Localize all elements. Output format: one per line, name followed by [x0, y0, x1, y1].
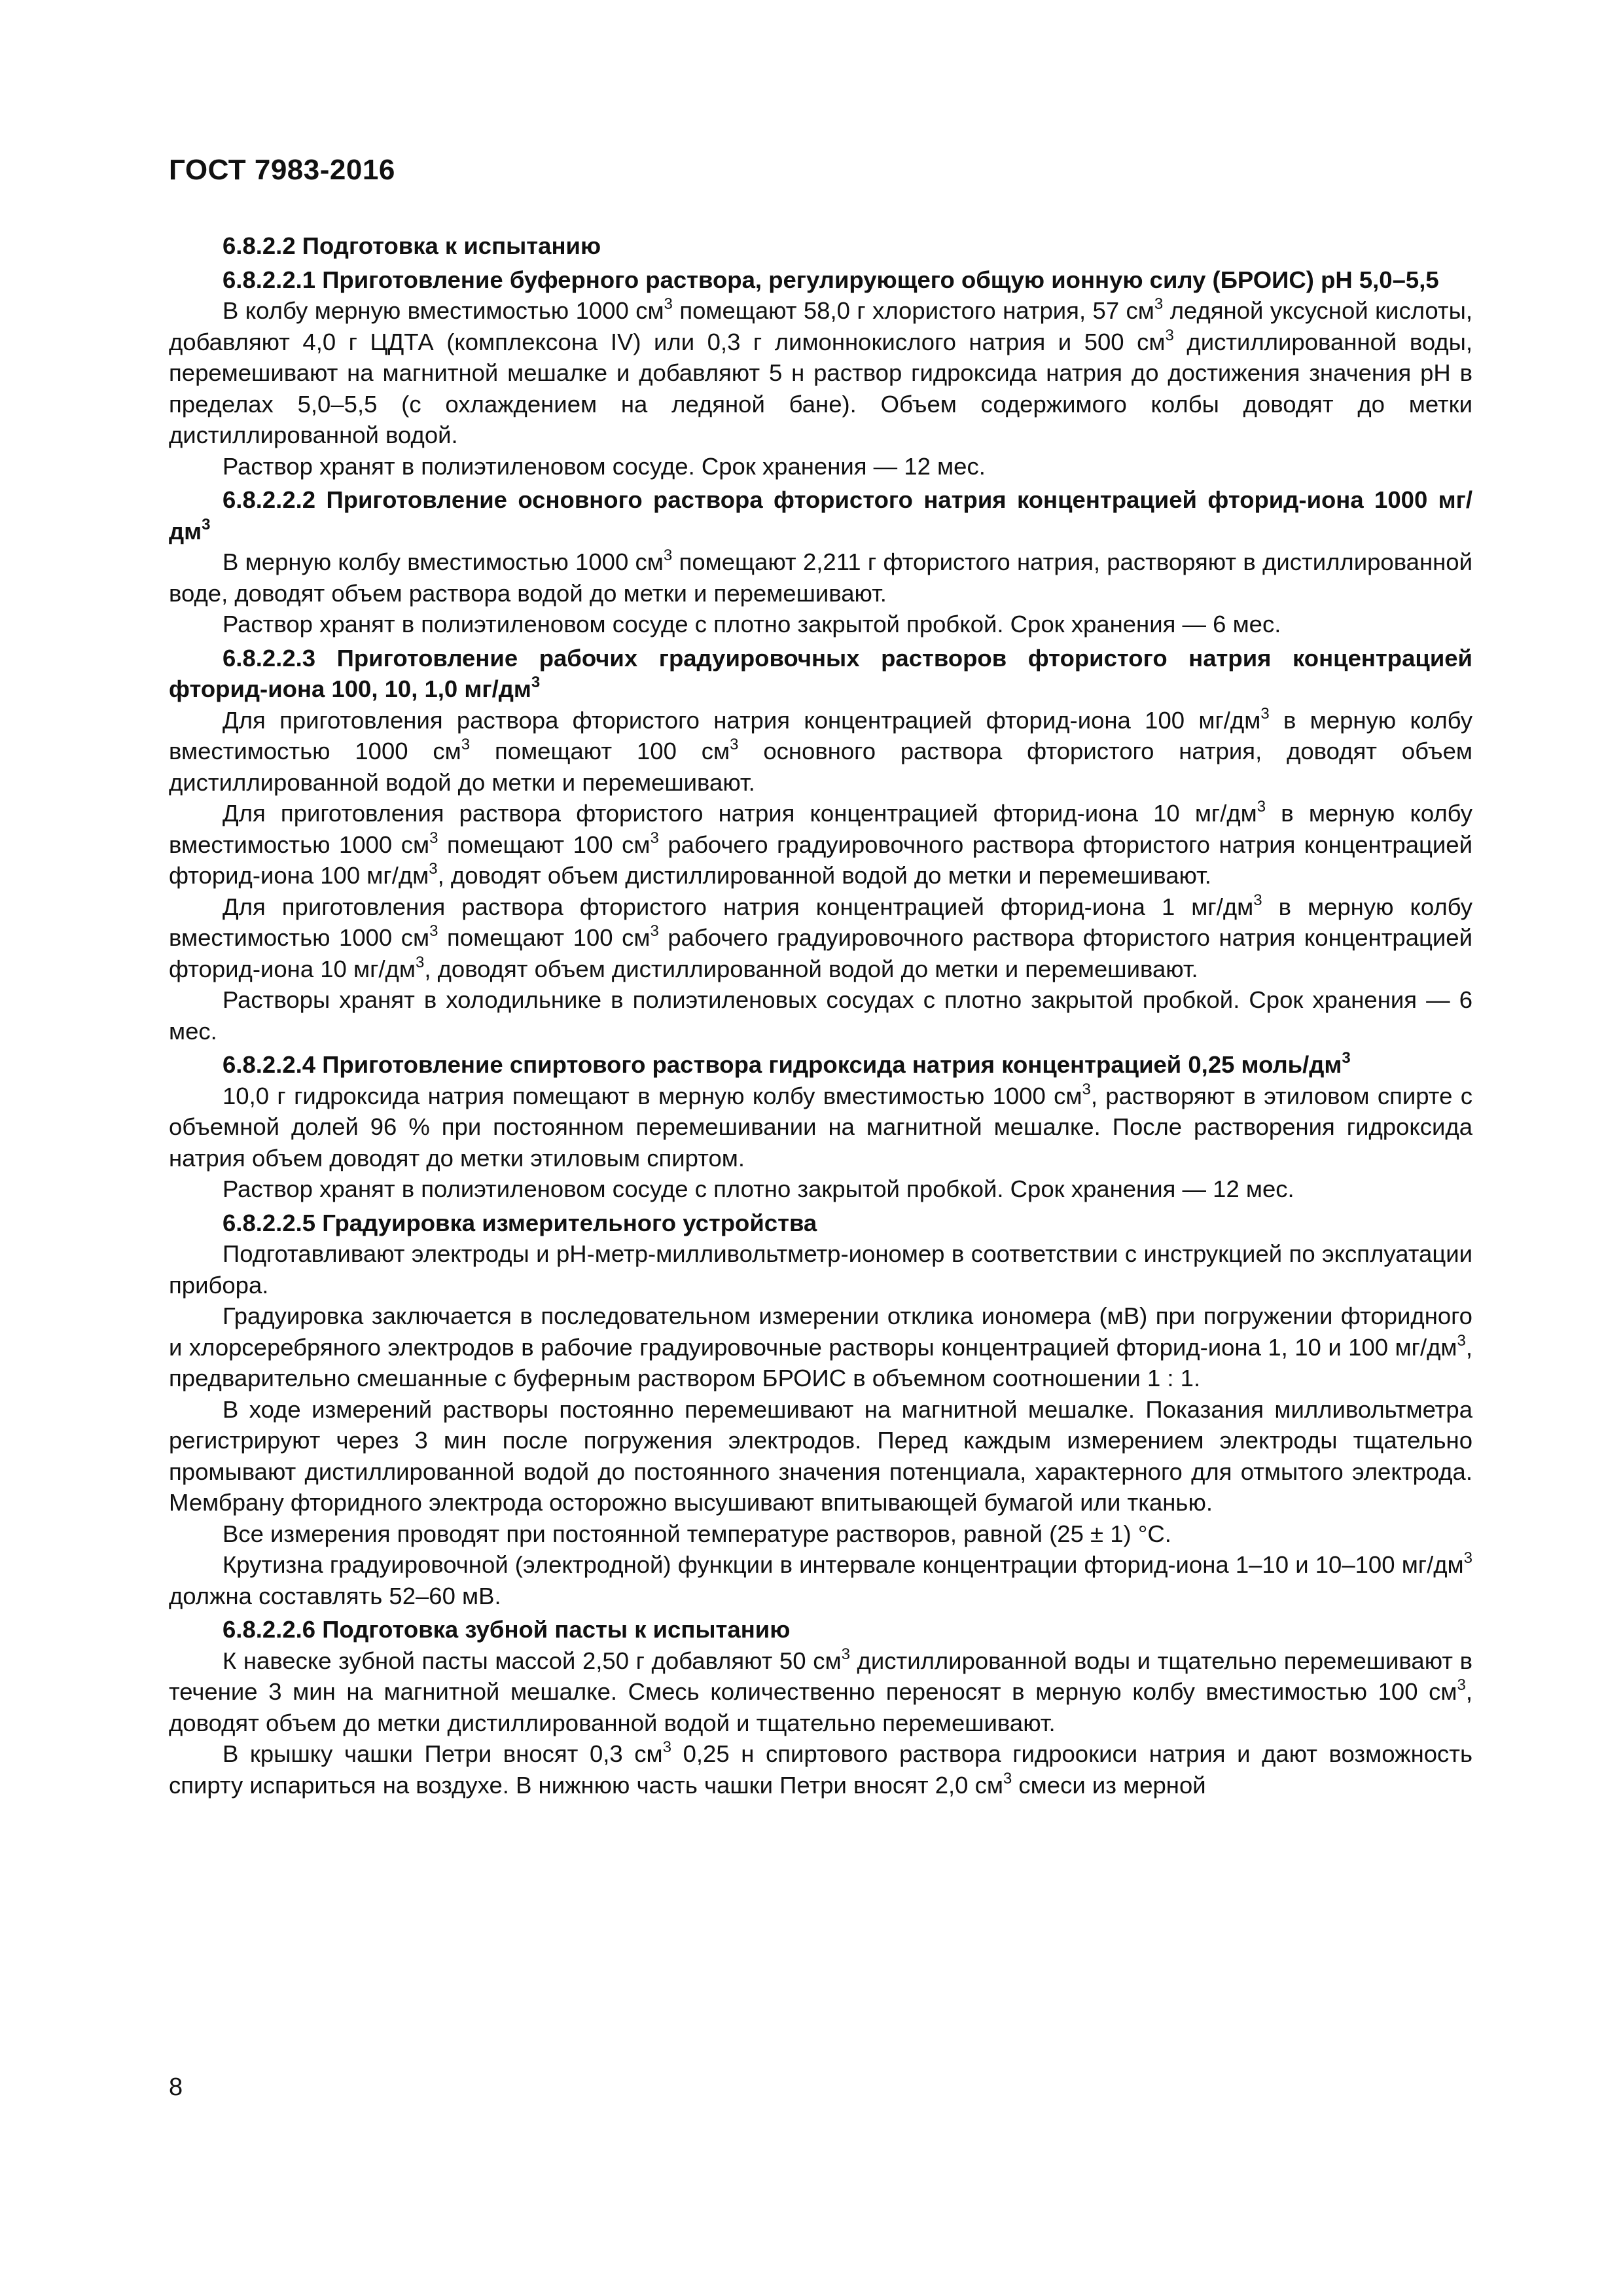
document-header: ГОСТ 7983-2016 [169, 154, 395, 186]
superscript: 3 [429, 860, 438, 878]
superscript: 3 [650, 829, 659, 847]
section-heading: 6.8.2.2.6 Подготовка зубной пасты к испытанию [223, 1616, 791, 1643]
body-paragraph: Раствор хранят в полиэтиленовом сосуде с плотно закрытой пробкой. Срок хранения — 6 мес. [223, 611, 1281, 637]
superscript: 3 [662, 1738, 672, 1756]
superscript: 3 [429, 922, 438, 940]
superscript: 3 [531, 673, 541, 691]
superscript: 3 [1253, 891, 1262, 909]
superscript: 3 [730, 736, 739, 753]
page-number: 8 [169, 2073, 183, 2101]
superscript: 3 [1165, 326, 1174, 344]
document-body [169, 228, 1472, 1801]
body-paragraph: В ходе измерений растворы постоянно перемешивают на магнитной мешалке. Показания милливольтметра регистрируют через 3 мин после погружения электродов. Перед каждым измерением электроды тщательно промывают дистиллированной водой до постоянного значения потенциала, характерного для отмытого электрода. Мембрану фторидного электрода осторожно высушивают впитывающей бумагой или тканью. [169, 1395, 1472, 1516]
body-paragraph: Градуировка заключается в последовательном измерении отклика иономера (мВ) при погружении фторидного и хлорсеребряного электродов в рабочие градуировочные растворы концентрацией фторид-иона 1, 10 и 100 $мг/дм^3$, предварительно смешанные с буферным раствором БРОИС в объемном соотношении 1 : 1. [169, 1302, 1472, 1391]
section-heading: 6.8.2.2.2 Приготовление основного раствора фтористого натрия концентрацией фторид-иона 1000 $мг/дм^3$ [169, 486, 1472, 545]
section-heading: 6.8.2.2.3 Приготовление рабочих градуировочных растворов фтористого натрия концентрацией фторид-иона 100, 10, 1,0 $мг/дм^3$ [169, 644, 1472, 702]
body-paragraph: Растворы хранят в холодильнике в полиэтиленовых сосудах с плотно закрытой пробкой. Срок хранения — 6 мес. [169, 986, 1472, 1045]
superscript: 3 [415, 953, 425, 971]
body-paragraph: К навеске зубной пасты массой 2,50 г добавляют 50 $см^3$ дистиллированной воды и тщательно перемешивают в течение 3 мин на магнитной мешалке. Смесь количественно переносят в мерную колбу вместимостью 100 $см^3$, доводят объем до метки дистиллированной водой и тщательно перемешивают. [169, 1645, 1472, 1736]
superscript: 3 [1003, 1769, 1012, 1787]
body-paragraph: В мерную колбу вместимостью 1000 $см^3$ помещают 2,211 г фтористого натрия, растворяют в дистиллированной воде, доводят объем раствора водой до метки и перемешивают. [169, 547, 1472, 607]
body-paragraph: Подготавливают электроды и рН-метр-милливольтметр-иономер в соответствии с инструкцией по эксплуатации прибора. [169, 1240, 1472, 1299]
superscript: 3 [1082, 1080, 1091, 1098]
superscript: 3 [1257, 798, 1266, 816]
body-paragraph: Все измерения проводят при постоянной температуре растворов, равной (25 ± 1) °С. [223, 1520, 1171, 1547]
body-paragraph: В крышку чашки Петри вносят 0,3 $см^3$ 0,25 н спиртового раствора гидроокиси натрия и дают возможность спирту испариться на воздухе. В нижнюю часть чашки Петри вносят 2,0 $см^3$ смеси из мерной [169, 1738, 1473, 1799]
section-heading: 6.8.2.2 Подготовка к испытанию [223, 232, 601, 259]
superscript: 3 [202, 515, 211, 533]
superscript: 3 [650, 922, 659, 940]
section-heading: 6.8.2.2.4 Приготовление спиртового раствора гидроксида натрия концентрацией 0,25 моль/$дм^3$ [223, 1049, 1351, 1078]
body-paragraph: Крутизна градуировочной (электродной) функции в интервале концентрации фторид-иона 1–10 и 10–100 $мг/дм^3$ должна составлять 52–60 мВ. [169, 1549, 1472, 1609]
superscript: 3 [664, 295, 673, 313]
superscript: 3 [429, 829, 438, 847]
superscript: 3 [1463, 1549, 1472, 1567]
body-paragraph: 10,0 г гидроксида натрия помещают в мерную колбу вместимостью 1000 $см^3$, растворяют в этиловом спирте с объемной долей 96 % при постоянном перемешивании на магнитной мешалке. После растворения гидроксида натрия объем доводят до метки этиловым спиртом. [169, 1080, 1472, 1172]
body-paragraph: Для приготовления раствора фтористого натрия концентрацией фторид-иона 100 $мг/дм^3$ в мерную колбу вместимостью 1000 $см^3$ помещают 100 $см^3$ основного раствора фтористого натрия, доводят объем дистиллированной водой до метки и перемешивают. [169, 704, 1473, 796]
body-paragraph: Для приготовления раствора фтористого натрия концентрацией фторид-иона 1 $мг/дм^3$ в мерную колбу вместимостью 1000 $см^3$ помещают 100 $см^3$ рабочего градуировочного раствора фтористого натрия концентрацией фторид-иона 10 $мг/дм^3$, доводят объем дистиллированной водой до метки и перемешивают. [169, 891, 1472, 982]
superscript: 3 [461, 736, 471, 753]
superscript: 3 [1457, 1331, 1466, 1350]
body-paragraph: Для приготовления раствора фтористого натрия концентрацией фторид-иона 10 $мг/дм^3$ в мерную колбу вместимостью 1000 $см^3$ помещают 100 $см^3$ рабочего градуировочного раствора фтористого натрия концентрацией фторид-иона 100 $мг/дм^3$, доводят объем дистиллированной водой до метки и перемешивают. [169, 798, 1472, 889]
superscript: 3 [841, 1645, 850, 1663]
superscript: 3 [663, 547, 673, 564]
superscript: 3 [1260, 704, 1270, 723]
section-heading: 6.8.2.2.5 Градуировка измерительного устройства [223, 1209, 817, 1236]
superscript: 3 [1457, 1676, 1466, 1694]
body-paragraph: В колбу мерную вместимостью 1000 $см^3$ помещают 58,0 г хлористого натрия, 57 $см^3$ ледяной уксусной кислоты, добавляют 4,0 г ЦДТА (комплексона IV) или 0,3 г лимоннокислого натрия и 500 $см^3$ дистиллированной воды, перемешивают на магнитной мешалке и добавляют 5 н раствор гидроксида натрия до достижения значения рН в пределах 5,0–5,5 (с охлаждением на ледяной бане). Объем содержимого колбы доводят до метки дистиллированной водой. [169, 295, 1472, 448]
superscript: 3 [1154, 295, 1164, 313]
body-paragraph: Раствор хранят в полиэтиленовом сосуде с плотно закрытой пробкой. Срок хранения — 12 мес. [223, 1175, 1294, 1202]
body-paragraph: Раствор хранят в полиэтиленовом сосуде. Срок хранения — 12 мес. [223, 452, 986, 480]
superscript: 3 [1342, 1049, 1351, 1067]
section-heading: 6.8.2.2.1 Приготовление буферного раствора, регулирующего общую ионную силу (БРОИС) рН 5,0–5,5 [223, 266, 1439, 293]
